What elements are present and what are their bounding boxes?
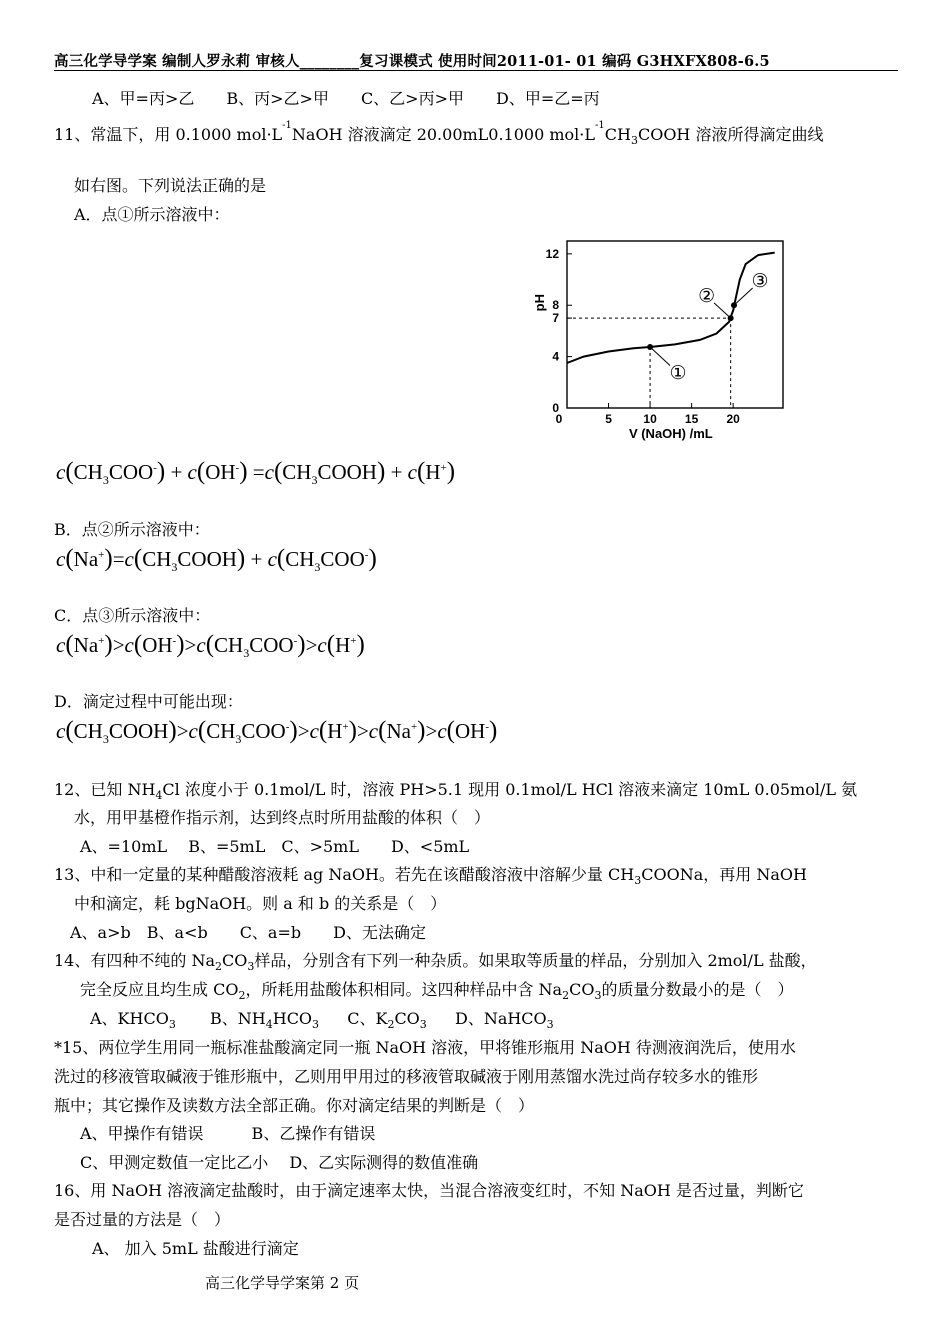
q11-stem-line2: 如右图。下列说法正确的是	[74, 176, 267, 195]
q15-line1: *15、两位学生用同一瓶标准盐酸滴定同一瓶 NaOH 溶液，甲将锥形瓶用 NaOH 待测液润洗后，使用水	[54, 1038, 796, 1057]
q15-options-row2: C、甲测定数值一定比乙小 D、乙实际测得的数值准确	[80, 1153, 479, 1172]
page-footer: 高三化学导学案第 2 页	[205, 1274, 360, 1292]
x-tick-label: 15	[684, 412, 699, 426]
q13-line1: 13、中和一定量的某种醋酸溶液耗 ag NaOH。若先在该醋酸溶液中溶解少量 $CH_3COONa$，再用 NaOH	[54, 865, 807, 888]
q16-line1: 16、用 NaOH 溶液滴定盐酸时，由于滴定速率太快，当混合溶液变红时，不知 NaOH 是否过量，判断它	[54, 1181, 804, 1200]
point-label: ①	[669, 362, 687, 384]
y-tick-label: 4	[552, 349, 559, 364]
titration-chart	[520, 235, 790, 445]
y-tick-label: 12	[545, 246, 559, 261]
equation-a: $c(CH_3COO^-) + c(OH^-)$ $=c(CH_3COOH) + c(H^+)$	[56, 458, 456, 488]
q14-line1: 14、有四种不纯的 $Na_2CO_3$样品，分别含有下列一种杂质。如果取等质量的样品，分别加入 2mol/L 盐酸，	[54, 951, 817, 974]
y-tick-label: 0	[552, 401, 559, 415]
x-tick-label: 0	[555, 412, 563, 426]
x-axis-label: V (NaOH) /mL	[628, 426, 713, 441]
q15-options-row1: A、甲操作有错误 B、乙操作有错误	[80, 1124, 376, 1143]
x-tick-label: 20	[726, 412, 740, 426]
q11-option-c-label: C．点③所示溶液中：	[54, 606, 211, 625]
q14-options: A、$KHCO_3$ B、$NH_4HCO_3$ C、$K_2CO_3$ D、NaHCO$_3$	[90, 1009, 554, 1032]
q11-option-d-label: D．滴定过程中可能出现：	[54, 692, 243, 711]
q14-line2: 完全反应且均生成 $CO_2$，所耗用盐酸体积相同。这四种样品中含 $Na_2CO_3$的质量分数最小的是（ ）	[80, 980, 794, 1003]
q13-line2: 中和滴定，耗 bgNaOH。则 a 和 b 的关系是（ ）	[74, 894, 447, 913]
q12-options: A、=10mL B、=5mL C、>5mL D、<5mL	[80, 837, 470, 856]
point-leader-line	[650, 347, 670, 366]
point-label: ③	[751, 271, 769, 293]
equation-c: $c(Na^+)>c(OH^-)>c(CH_3COO^-)>c(H^+)$	[56, 631, 365, 661]
page-header: 高三化学导学案 编制人罗永莉 审核人________复习课模式 使用时间2011-01- 01 编码 G3HXFX808-6.5	[54, 53, 770, 70]
point-label: ②	[698, 286, 716, 308]
q11-stem-line1: 11、常温下，用 0.1000 $mol\cdot L^{-1}NaOH$ 溶液滴定 20.00mL0.1000 $mol\cdot L^{-1}CH_3COOH$ 溶液所得滴定曲线	[54, 119, 824, 148]
y-axis-label: pH	[532, 293, 547, 312]
q12-line1: 12、已知 $NH_4Cl$ 浓度小于 0.1mol/L 时，溶液 PH>5.1 现用 0.1mol/L HCl 溶液来滴定 10mL 0.05mol/L 氨	[54, 780, 858, 803]
titration-curve	[567, 253, 775, 363]
q13-options: A、a>b B、a<b C、a=b D、无法确定	[70, 923, 426, 942]
q12-line2: 水，用甲基橙作指示剂，达到终点时所用盐酸的体积（ ）	[74, 808, 491, 827]
q16-line2: 是否过量的方法是（ ）	[54, 1210, 231, 1229]
point-leader-line	[714, 303, 731, 318]
equation-d: $c(CH_3COOH)>c(CH_3COO^-)>c(H^+)>c(Na^+)>c(OH^-)$	[56, 717, 498, 747]
y-tick-label: 7	[552, 311, 559, 326]
equation-b: $c(Na^+)=c(CH_3COOH) + c(CH_3COO^-)$	[56, 545, 377, 575]
q11-option-a-label: A．点①所示溶液中：	[74, 205, 230, 224]
q15-line2: 洗过的移液管取碱液于锥形瓶中，乙则用甲用过的移液管取碱液于刚用蒸馏水洗过尚存较多水的锥形	[54, 1067, 759, 1086]
x-tick-label: 10	[643, 412, 657, 426]
header-rule	[54, 70, 898, 71]
q15-line3: 瓶中；其它操作及读数方法全部正确。你对滴定结果的判断是（ ）	[54, 1096, 535, 1115]
y-tick-label: 8	[552, 298, 559, 313]
q11-option-b-label: B．点②所示溶液中：	[54, 520, 210, 539]
q10-options: A、甲=丙>乙 B、丙>乙>甲 C、乙>丙>甲 D、甲=乙=丙	[92, 89, 600, 108]
x-tick-label: 5	[605, 412, 612, 426]
q16-option-a: A、 加入 5mL 盐酸进行滴定	[92, 1239, 299, 1258]
